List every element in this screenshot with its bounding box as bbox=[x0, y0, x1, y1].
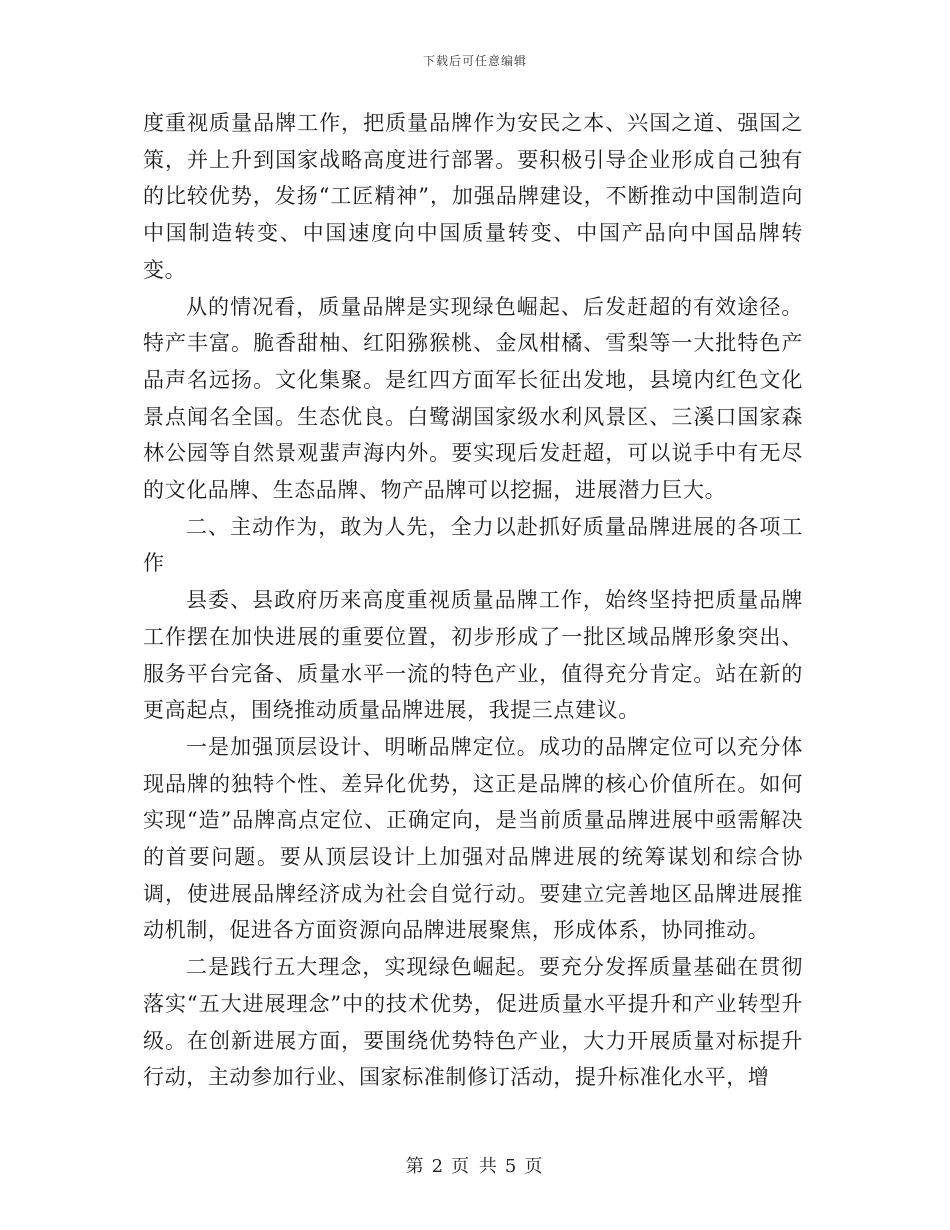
section-heading: 二、主动作为，敢为人先，全力以赴抓好质量品牌进展的各项工作 bbox=[143, 514, 803, 576]
paragraph: 度重视质量品牌工作，把质量品牌作为安民之本、兴国之道、强国之策，并上升到国家战略高度进行部署。要积极引导企业形成自己独有的比较优势，发扬“工匠精神”，加强品牌建设，不断推动中国制造向中国制造转变、中国速度向中国质量转变、中国产品向中国品牌转变。 bbox=[143, 111, 803, 282]
current-page-number: 2 bbox=[431, 1156, 446, 1177]
paragraph: 一是加强顶层设计、明晰品牌定位。成功的品牌定位可以充分体现品牌的独特个性、差异化优势，这正是品牌的核心价值所在。如何实现“造”品牌高点定位、正确定向，是当前质量品牌进展中亟需解决的首要问题。要从顶层设计上加强对品牌进展的统筹谋划和综合协调，使进展品牌经济成为社会自觉行动。要建立完善地区品牌进展推动机制，促进各方面资源向品牌进展聚焦，形成体系，协同推动。 bbox=[143, 734, 803, 943]
paragraph: 县委、县政府历来高度重视质量品牌工作，始终坚持把质量品牌工作摆在加快进展的重要位置，初步形成了一批区域品牌形象突出、服务平台完备、质量水平一流的特色产业，值得充分肯定。站在新的更高起点，围绕推动质量品牌进展，我提三点建议。 bbox=[143, 588, 803, 723]
paragraph: 二是践行五大理念，实现绿色崛起。要充分发挥质量基础在贯彻落实“五大进展理念”中的技术优势，促进质量水平提升和产业转型升级。在创新进展方面，要围绕优势特色产业，大力开展质量对标提升行动，主动参加行业、国家标准制修订活动，提升标准化水平，增 bbox=[143, 955, 803, 1090]
page-header: 下载后可任意编辑 bbox=[422, 54, 527, 68]
page-footer bbox=[0, 1152, 950, 1178]
paragraph: 从的情况看，质量品牌是实现绿色崛起、后发赶超的有效途径。特产丰富。脆香甜柚、红阳猕猴桃、金凤柑橘、雪梨等一大批特色产品声名远扬。文化集聚。是红四方面军长征出发地，县境内红色文化景点闻名全国。生态优良。白鹭湖国家级水利风景区、三溪口国家森林公园等自然景观蜚声海内外。要实现后发赶超，可以说手中有无尽的文化品牌、生态品牌、物产品牌可以挖掘，进展潜力巨大。 bbox=[143, 294, 803, 503]
page-label-middle: 页 共 bbox=[451, 1156, 499, 1177]
page-label-suffix: 页 bbox=[524, 1156, 545, 1177]
page-label-prefix: 第 bbox=[405, 1156, 426, 1177]
total-pages-number: 5 bbox=[504, 1156, 519, 1177]
document-body bbox=[143, 105, 803, 1096]
